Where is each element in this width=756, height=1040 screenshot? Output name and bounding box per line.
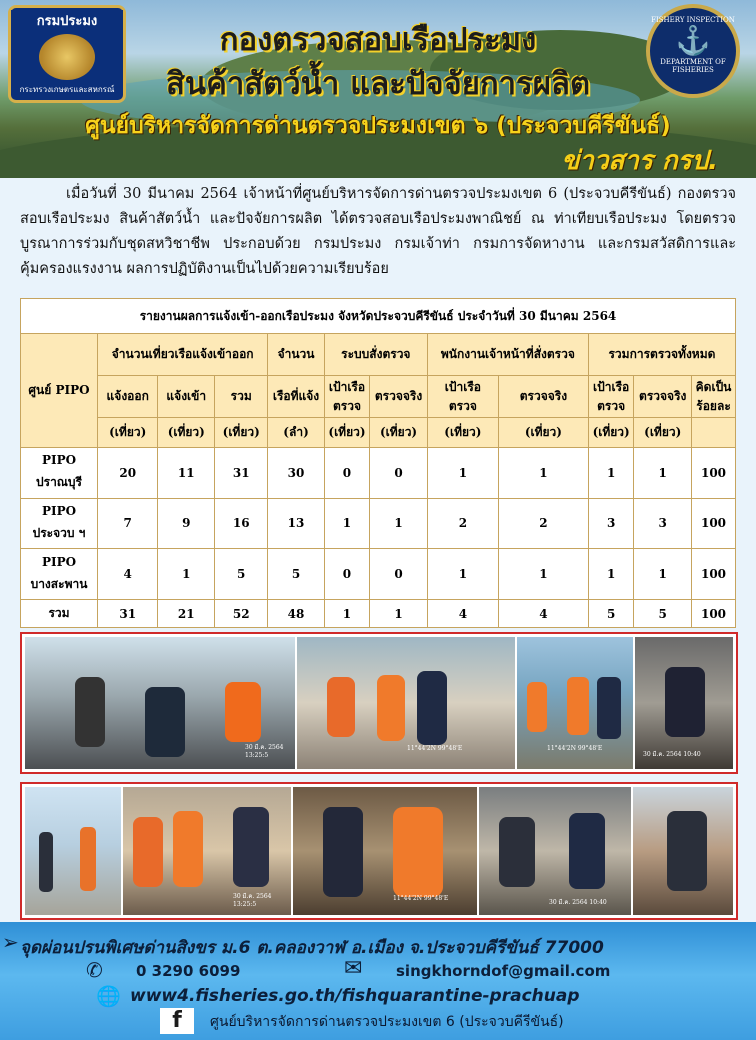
inspection-photo: 11°44'2N 99°48'E <box>293 787 477 915</box>
unit-trip: (เที่ยว) <box>324 417 369 447</box>
inspection-photo: 30 มี.ค. 2564 10:40 <box>479 787 631 915</box>
table-cell: 5 <box>588 600 633 628</box>
table-cell: 100 <box>692 447 736 498</box>
footer-phone[interactable]: 0 3290 6099 <box>136 962 241 980</box>
title-line-1: กองตรวจสอบเรือประมง <box>219 22 537 58</box>
unit-trip: (เที่ยว) <box>427 417 498 447</box>
title-line-3: ศูนย์บริหารจัดการด่านตรวจประมงเขต ๖ (ประจวบคีรีขันธ์) <box>85 113 671 139</box>
report-title: รายงานผลการแจ้งเข้า-ออกเรือประมง จังหวัดประจวบคีรีขันธ์ ประจำวันที่ 30 มีนาคม 2564 <box>21 299 736 334</box>
table-cell: 16 <box>215 498 268 549</box>
col-in: แจ้งเข้า <box>158 376 215 417</box>
table-cell: 1 <box>427 447 498 498</box>
inspection-photo <box>25 787 121 915</box>
table-cell: 52 <box>215 600 268 628</box>
col-officer-actual: ตรวจจริง <box>498 376 588 417</box>
table-cell: 3 <box>634 498 692 549</box>
table-cell: 1 <box>588 549 633 600</box>
news-tagline: ข่าวสาร กรป. <box>561 146 718 176</box>
unit-boat: (ลำ) <box>268 417 324 447</box>
unit-trip: (เที่ยว) <box>498 417 588 447</box>
photo-strip-1 <box>20 632 738 774</box>
table-cell: 5 <box>634 600 692 628</box>
table-cell: 1 <box>588 447 633 498</box>
anchor-icon: ⚓ <box>675 24 711 57</box>
group-total-header: รวมการตรวจทั้งหมด <box>588 334 735 376</box>
unit-trip: (เที่ยว) <box>158 417 215 447</box>
table-cell: 7 <box>98 498 158 549</box>
table-cell: 0 <box>324 447 369 498</box>
table-cell: 2 <box>427 498 498 549</box>
inspection-photo <box>633 787 733 915</box>
center-name: PIPO ประจวบ ฯ <box>21 498 98 549</box>
report-table <box>20 298 736 628</box>
footer-website[interactable]: www4.fisheries.go.th/fishquarantine-prachuap <box>130 986 580 1006</box>
inspection-photo: 30 มี.ค. 2564 10:40 <box>635 637 733 769</box>
col-total-actual: ตรวจจริง <box>634 376 692 417</box>
globe-icon: 🌐 <box>96 984 121 1008</box>
col-system-actual: ตรวจจริง <box>370 376 428 417</box>
footer-facebook[interactable]: ศูนย์บริหารจัดการด่านตรวจประมงเขต 6 (ประจวบคีรีขันธ์) <box>210 1014 564 1030</box>
col-officer-target: เป้าเรือ ตรวจ <box>427 376 498 417</box>
table-cell: 1 <box>427 549 498 600</box>
header-banner <box>0 0 756 178</box>
location-pin-icon: ➢ <box>2 930 19 954</box>
contact-footer <box>0 922 756 1040</box>
table-cell: 5 <box>268 549 324 600</box>
table-cell: 30 <box>268 447 324 498</box>
table-cell: 48 <box>268 600 324 628</box>
col-boats: เรือที่แจ้ง <box>268 376 324 417</box>
table-row <box>21 447 736 498</box>
table-cell: 1 <box>498 447 588 498</box>
table-cell: 13 <box>268 498 324 549</box>
unit-trip: (เที่ยว) <box>588 417 633 447</box>
table-cell: 1 <box>370 600 428 628</box>
phone-icon: ✆ <box>86 958 103 982</box>
intro-paragraph <box>20 182 736 282</box>
table-cell: 0 <box>370 447 428 498</box>
col-total-target: เป้าเรือ ตรวจ <box>588 376 633 417</box>
facebook-icon: f <box>160 1008 194 1034</box>
col-center-header: ศูนย์ PIPO <box>21 334 98 448</box>
footer-address: จุดผ่อนปรนพิเศษด่านสิงขร ม.6 ต.คลองวาฬ อ.เมือง จ.ประจวบคีรีขันธ์ 77000 <box>20 938 604 958</box>
photo-strip-2 <box>20 782 738 920</box>
group-officer-header: พนักงานเจ้าหน้าที่สั่งตรวจ <box>427 334 588 376</box>
table-cell: 2 <box>498 498 588 549</box>
total-label: รวม <box>21 600 98 628</box>
unit-trip: (เที่ยว) <box>634 417 692 447</box>
table-row <box>21 549 736 600</box>
col-percent: คิดเป็น ร้อยละ <box>692 376 736 417</box>
col-system-target: เป้าเรือ ตรวจ <box>324 376 369 417</box>
table-cell: 21 <box>158 600 215 628</box>
table-cell: 100 <box>692 600 736 628</box>
table-cell: 0 <box>370 549 428 600</box>
table-cell: 1 <box>498 549 588 600</box>
inspection-photo: 11°44'2N 99°48'E <box>297 637 515 769</box>
unit-trip: (เที่ยว) <box>370 417 428 447</box>
table-cell: 1 <box>324 498 369 549</box>
unit-trip: (เที่ยว) <box>98 417 158 447</box>
table-cell: 1 <box>370 498 428 549</box>
center-name: PIPO บางสะพาน <box>21 549 98 600</box>
table-cell: 11 <box>158 447 215 498</box>
table-cell: 4 <box>427 600 498 628</box>
table-cell: 9 <box>158 498 215 549</box>
footer-email[interactable]: singkhorndof@gmail.com <box>396 962 611 980</box>
table-cell: 20 <box>98 447 158 498</box>
table-cell: 31 <box>215 447 268 498</box>
col-sum: รวม <box>215 376 268 417</box>
title-line-2: สินค้าสัตว์น้ำ และปัจจัยการผลิต <box>165 66 591 102</box>
table-cell: 3 <box>588 498 633 549</box>
table-cell: 1 <box>634 549 692 600</box>
table-row <box>21 498 736 549</box>
table-cell: 5 <box>215 549 268 600</box>
col-out: แจ้งออก <box>98 376 158 417</box>
inspection-photo: 30 มี.ค. 2564 13:25:5 <box>25 637 295 769</box>
table-cell: 1 <box>158 549 215 600</box>
inspection-photo: 11°44'2N 99°48'E <box>517 637 633 769</box>
email-icon: ✉ <box>344 956 363 981</box>
table-cell: 1 <box>324 600 369 628</box>
group-trips-header: จำนวนเที่ยวเรือแจ้งเข้าออก <box>98 334 268 376</box>
department-of-fisheries-logo: กรมประมง กระทรวงเกษตรและสหกรณ์ <box>8 5 126 103</box>
intro-text: เมื่อวันที่ 30 มีนาคม 2564 เจ้าหน้าที่ศูนย์บริหารจัดการด่านตรวจประมงเขต 6 (ประจวบคีรีขันธ์) กองตรวจสอบเรือประมง สินค้าสัตว์น้ำ และปัจจัยการผลิต ได้ตรวจสอบเรือประมงพาณิชย์ ณ ท่าเทียบเรือประมง โดยตรวจบูรณาการร่วมกับชุดสหวิชาชีพ ประกอบด้วย กรมประมง กรมเจ้าท่า กรมการจัดหางาน และกรมสวัสดิการและคุ้มครองแรงงาน ผลการปฏิบัติงานเป็นไปด้วยความเรียบร้อย <box>20 186 736 277</box>
table-cell: 1 <box>634 447 692 498</box>
table-cell: 4 <box>98 549 158 600</box>
center-name: PIPO ปราณบุรี <box>21 447 98 498</box>
table-row-total <box>21 600 736 628</box>
table-cell: 0 <box>324 549 369 600</box>
table-cell: 100 <box>692 549 736 600</box>
fishery-inspection-logo: FISHERY INSPECTION ⚓ DEPARTMENT OF FISHERIES <box>646 4 740 98</box>
group-count-header: จำนวน <box>268 334 324 376</box>
unit-trip: (เที่ยว) <box>215 417 268 447</box>
table-cell: 100 <box>692 498 736 549</box>
group-system-header: ระบบสั่งตรวจ <box>324 334 427 376</box>
unit-percent <box>692 417 736 447</box>
table-cell: 4 <box>498 600 588 628</box>
inspection-photo: 30 มี.ค. 2564 13:25:5 <box>123 787 291 915</box>
table-cell: 31 <box>98 600 158 628</box>
